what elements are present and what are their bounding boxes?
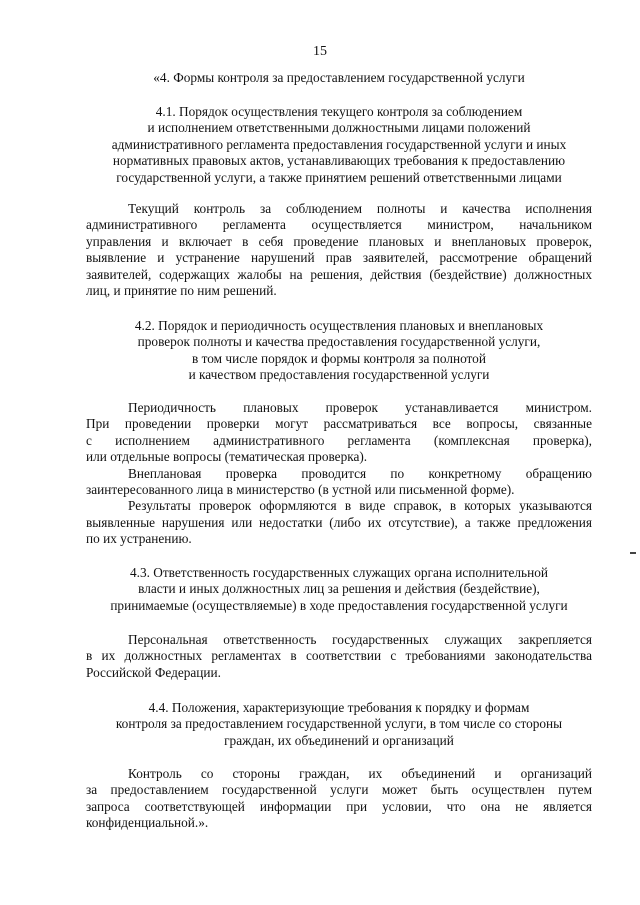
paragraph-line: заявителей, содержащих жалобы на решения, действия (бездействие) должностных [86,266,592,282]
paragraph-line: Персональная ответственность государственных служащих закрепляется [128,632,592,647]
paragraph-line: выявление и устранение нарушений прав заявителей, рассмотрение обращений [86,250,592,266]
heading-line: и качеством предоставления государственной услуги [188,367,490,383]
subsection-4-4-heading [86,700,592,749]
heading-line: государственной услуги, а также принятием решений ответственными лицами [116,169,562,185]
heading-line: 4.3. Ответственность государственных служащих органа исполнительной [130,565,548,580]
section-title [86,70,592,86]
paragraph-line: управления и включает в себя проведение плановых и внеплановых проверок, [86,233,592,249]
paragraph-line: Российской Федерации. [86,664,221,680]
subsection-4-1-paragraph [86,201,592,299]
paragraph-line: с исполнением административного регламента (комплексная проверка), [86,432,592,448]
page-number: 15 [313,44,327,59]
paragraph-line: Внеплановая проверка проводится по конкретному обращению [128,465,592,481]
heading-line: 4.1. Порядок осуществления текущего контроля за соблюдением [155,104,523,119]
heading-line: административного регламента предоставления государственной услуги и иных [111,136,567,152]
subsection-4-3-paragraph [86,632,592,681]
heading-line: 4.2. Порядок и периодичность осуществления плановых и внеплановых [134,318,544,333]
heading-line: и исполнением ответственными должностными лицами положений [147,120,531,136]
subsection-4-2-heading [86,318,592,384]
subsection-4-1-heading [86,104,592,186]
heading-line: 4.4. Положения, характеризующие требования к порядку и формам [148,700,530,715]
heading-line: нормативных правовых актов, устанавливающих требования к предоставлению [112,153,566,169]
heading-line: граждан, их объединений и организаций [224,732,454,748]
paragraph-line: Периодичность плановых проверок устанавливается министром. [128,400,592,415]
heading-line: контроля за предоставлением государственной услуги, в том числе со стороны [115,716,563,732]
paragraph-line: конфиденциальной.». [86,815,209,831]
paragraph-line: административного регламента осуществляется министром, начальником [86,217,592,233]
heading-line: власти и иных должностных лиц за решения и действия (бездействие), [138,581,540,597]
paragraph-line: Текущий контроль за соблюдением полноты и качества исполнения [128,201,592,216]
paragraph-line: выявленные нарушения или недостатки (либо их отсутствие), а также предложения [86,514,592,530]
subsection-4-3-heading [86,565,592,614]
subsection-4-4-paragraph [86,766,592,832]
paragraph-line: или отдельные вопросы (тематическая проверка). [86,449,368,465]
paragraph-line: Контроль со стороны граждан, их объединений и организаций [128,766,592,781]
paragraph-line: за предоставлением государственной услуги может быть осуществлен путем [86,782,592,798]
heading-line: проверок полноты и качества предоставления государственной услуги, [137,334,541,350]
heading-line: в том числе порядок и формы контроля за полнотой [192,350,486,366]
paragraph-line: Результаты проверок оформляются в виде справок, в которых указываются [128,498,592,514]
paragraph-line: в их должностных регламентах в соответствии с требованиями законодательства [86,648,592,664]
subsection-4-2-paragraphs [86,400,592,548]
paragraph-line: запроса соответствующей информации при условии, что она не является [86,798,592,814]
heading-line: принимаемые (осуществляемые) в ходе предоставления государственной услуги [110,597,568,613]
section-title-text: «4. Формы контроля за предоставлением государственной услуги [153,70,525,85]
margin-mark [630,552,636,554]
paragraph-line: лиц, и принятие по ним решений. [86,283,277,299]
paragraph-line: заинтересованного лица в министерство (в устной или письменной форме). [86,482,515,498]
paragraph-line: При проведении проверки могут рассматриваться все вопросы, связанные [86,416,592,432]
paragraph-line: по их устранению. [86,531,192,547]
